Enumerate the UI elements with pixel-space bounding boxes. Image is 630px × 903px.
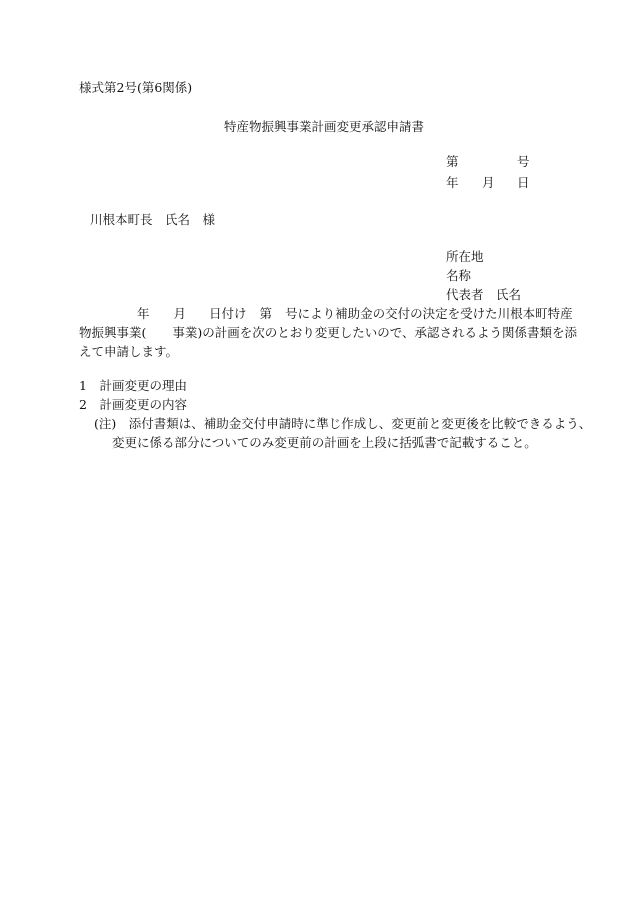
- form-number: 様式第2号(第6関係): [79, 80, 193, 95]
- date-year-label: 年: [446, 175, 459, 190]
- body-day: 日付け: [209, 306, 247, 321]
- list-item: 2 計画変更の内容: [79, 397, 187, 412]
- list-item: 1 計画変更の理由: [79, 378, 187, 393]
- addressee: 川根本町長 氏名 様: [90, 212, 216, 227]
- applicant-representative-label: 代表者 氏名: [446, 287, 522, 302]
- body-line-2-b: 事業)の計画を次のとおり変更したいので、承認されるよう関係書類を添: [172, 325, 578, 340]
- body-year: 年: [137, 306, 150, 321]
- date-month-label: 月: [482, 175, 495, 190]
- body-line-1-rest: 号により補助金の交付の決定を受けた川根本町特産: [285, 306, 573, 321]
- body-line-3: えて申請します。: [79, 344, 179, 359]
- applicant-name-label: 名称: [446, 268, 472, 283]
- document-number-prefix: 第: [446, 154, 459, 169]
- body-line-2: [79, 327, 577, 340]
- document-number-suffix: 号: [517, 154, 530, 169]
- note-line-1: (注) 添付書類は、補助金交付申請時に準じ作成し、変更前と変更後を比較できるよう、: [94, 416, 592, 431]
- document-title: 特産物振興事業計画変更承認申請書: [224, 119, 425, 134]
- body-line-1: [79, 308, 573, 321]
- body-number: 第: [259, 306, 273, 321]
- note-line-2: 変更に係る部分についてのみ変更前の計画を上段に括弧書で記載すること。: [112, 435, 537, 450]
- body-month: 月: [173, 306, 187, 321]
- applicant-address-label: 所在地: [446, 249, 484, 264]
- date-day-label: 日: [517, 175, 530, 190]
- body-line-2-a: 物振興事業(: [79, 325, 147, 340]
